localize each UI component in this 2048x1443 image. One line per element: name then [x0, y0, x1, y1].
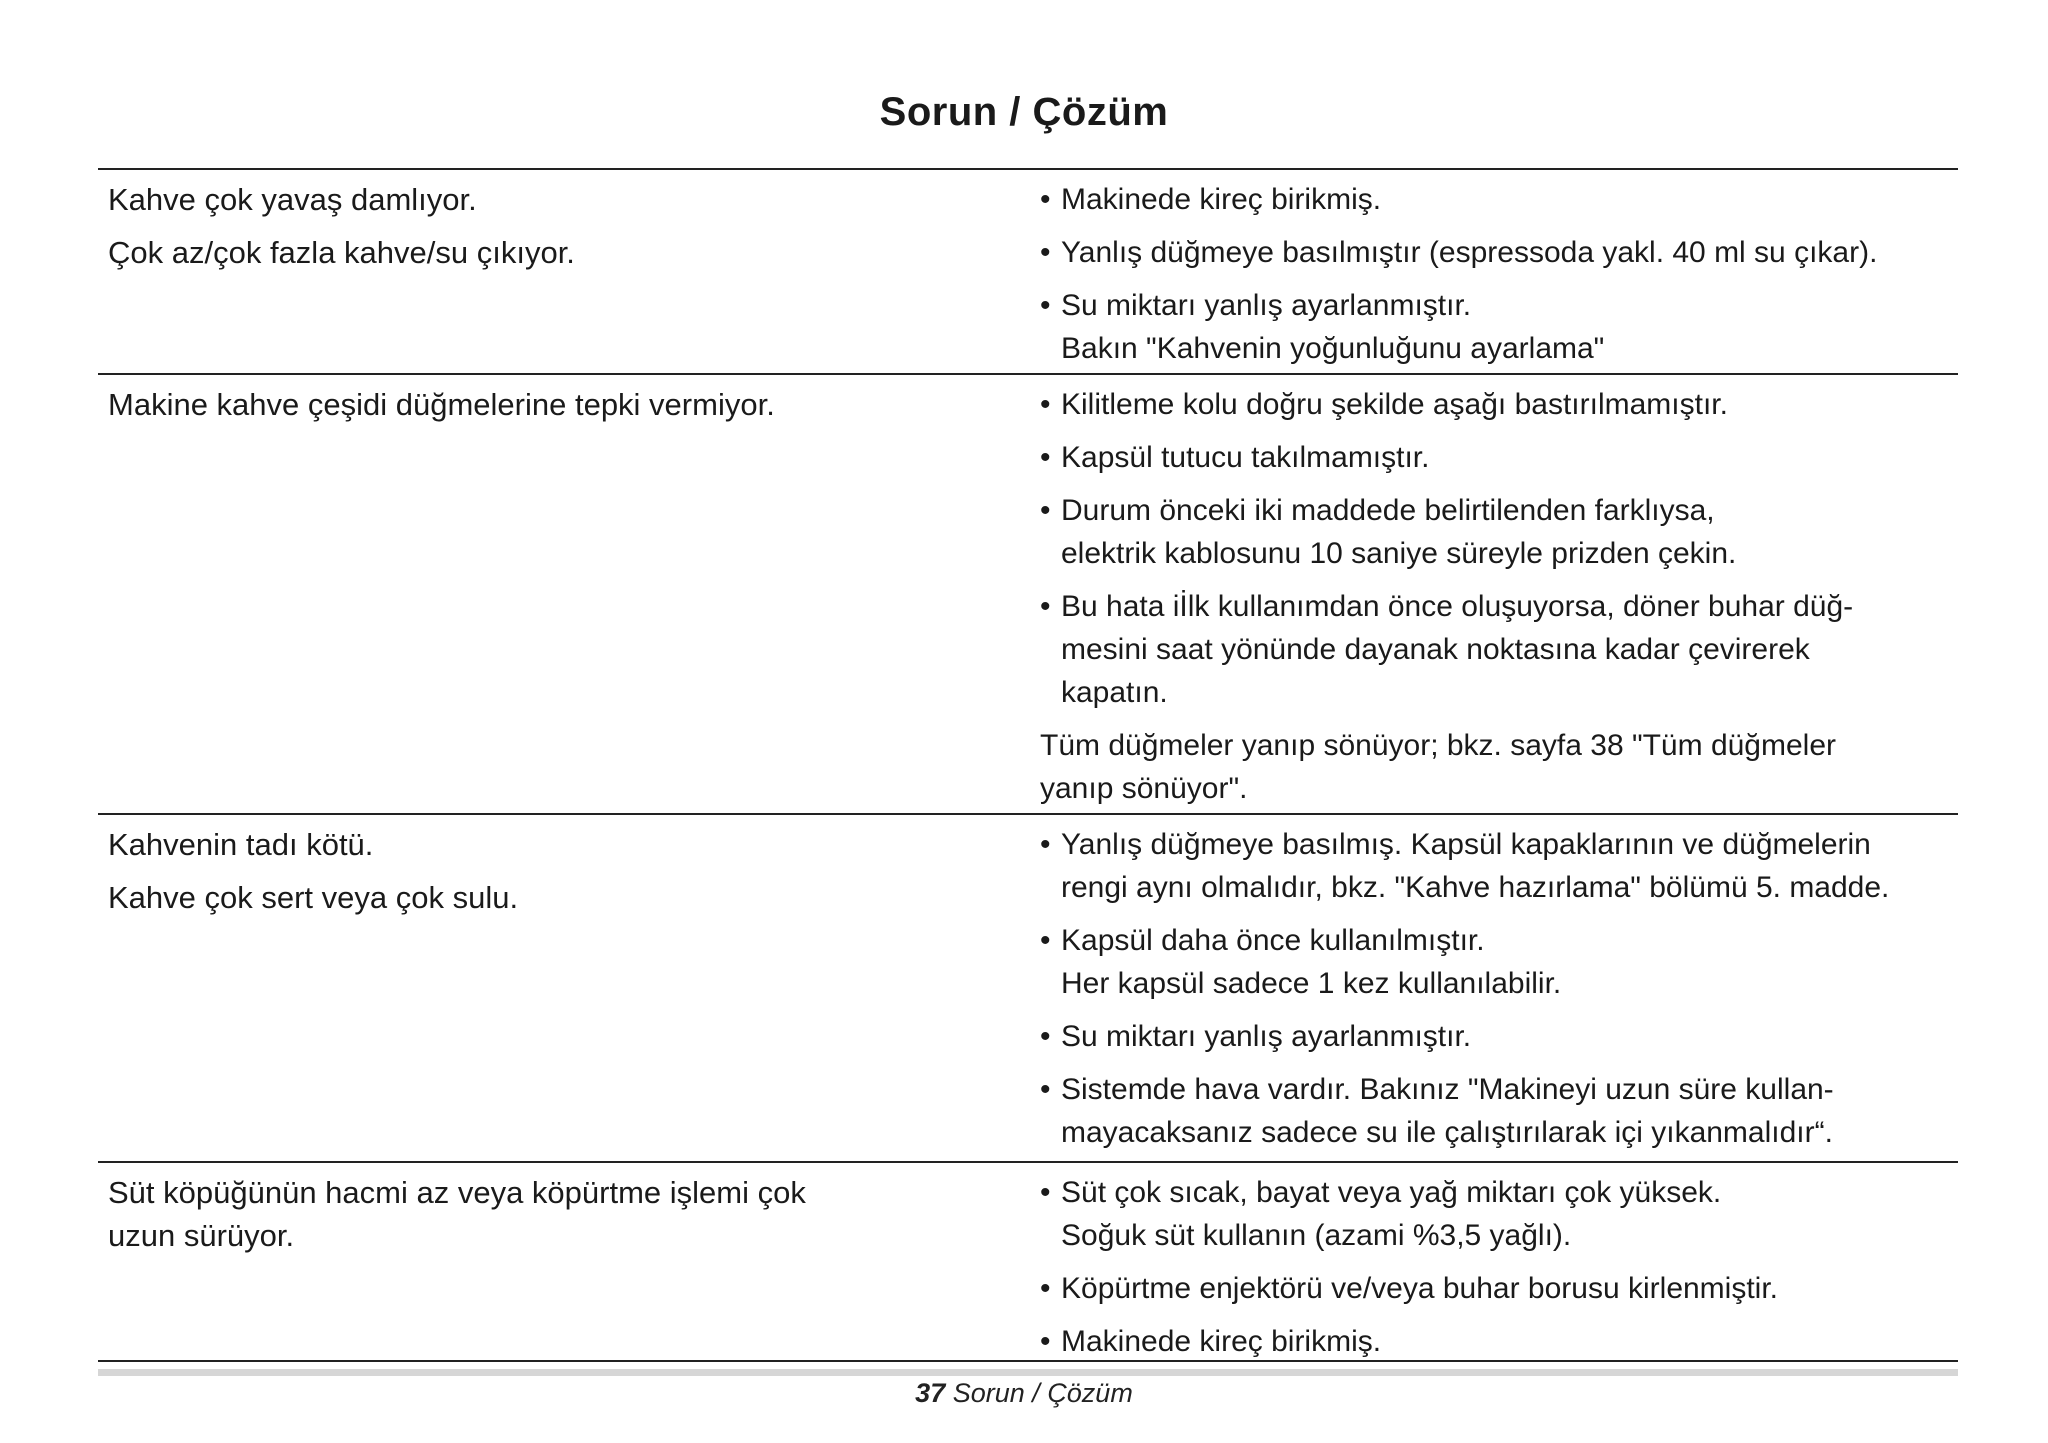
note-line: Tüm düğmeler yanıp sönüyor; bkz. sayfa 38 "Tüm düğmeler — [1040, 729, 1837, 762]
bullet-icon: • — [1040, 590, 1051, 623]
bullet-icon: • — [1040, 1073, 1051, 1106]
solution-line: Makinede kireç birikmiş. — [1061, 183, 1382, 216]
solution-line: elektrik kablosunu 10 saniye süreyle prizden çekin. — [1061, 537, 1737, 570]
solution-item — [1040, 1320, 1960, 1363]
solution-line: Kapsül daha önce kullanılmıştır. — [1061, 924, 1485, 957]
solution-item — [1040, 1068, 1960, 1154]
table-row — [98, 373, 1958, 805]
problem-text: Kahvenin tadı kötü. — [108, 827, 374, 862]
bullet-icon: • — [1040, 1325, 1051, 1358]
problem-text: Kahve çok yavaş damlıyor. — [108, 182, 477, 217]
solution-item — [1040, 585, 1960, 714]
problem-text: Süt köpüğünün hacmi az veya köpürtme işlemi çok uzun sürüyor. — [108, 1175, 806, 1253]
bullet-icon: • — [1040, 441, 1051, 474]
solution-line: Kapsül tutucu takılmamıştır. — [1061, 441, 1430, 474]
solution-cell — [1040, 1171, 1960, 1373]
footer-label: Sorun / Çözüm — [952, 1378, 1133, 1408]
problem-cell — [108, 383, 928, 436]
solution-cell — [1040, 178, 1960, 380]
solution-line: Durum önceki iki maddede belirtilenden farklıysa, — [1061, 494, 1715, 527]
solution-cell — [1040, 383, 1960, 810]
bullet-icon: • — [1040, 1020, 1051, 1053]
solution-line: Kilitleme kolu doğru şekilde aşağı bastırılmamıştır. — [1061, 388, 1728, 421]
problem-cell — [108, 1171, 868, 1267]
solution-item — [1040, 1267, 1960, 1310]
solution-item — [1040, 823, 1960, 909]
problem-cell — [108, 823, 928, 929]
table-bottom-divider — [98, 1360, 1958, 1362]
solution-line: Her kapsül sadece 1 kez kullanılabilir. — [1061, 967, 1562, 1000]
footer-band — [98, 1369, 1958, 1376]
bullet-icon: • — [1040, 289, 1051, 322]
problem-cell — [108, 178, 928, 284]
solution-item — [1040, 284, 1960, 370]
solution-line: rengi aynı olmalıdır, bkz. "Kahve hazırlama" bölümü 5. madde. — [1061, 871, 1890, 904]
solution-line: Makinede kireç birikmiş. — [1061, 1325, 1382, 1358]
solution-note — [1040, 724, 1960, 810]
bullet-icon: • — [1040, 1272, 1051, 1305]
solution-item — [1040, 178, 1960, 221]
table-row — [98, 813, 1958, 1149]
bullet-icon: • — [1040, 494, 1051, 527]
page-footer — [0, 1378, 2048, 1409]
solution-item — [1040, 383, 1960, 426]
solution-line: Yanlış düğmeye basılmış. Kapsül kapaklarının ve düğmelerin — [1061, 828, 1871, 861]
solution-cell — [1040, 823, 1960, 1164]
bullet-icon: • — [1040, 828, 1051, 861]
solution-line: Köpürtme enjektörü ve/veya buhar borusu kirlenmiştir. — [1061, 1272, 1779, 1305]
solution-item — [1040, 919, 1960, 1005]
problem-text: Makine kahve çeşidi düğmelerine tepki vermiyor. — [108, 387, 775, 422]
page-title: Sorun / Çözüm — [879, 90, 1169, 134]
solution-item — [1040, 231, 1960, 274]
note-line: yanıp sönüyor". — [1040, 772, 1248, 805]
bullet-icon: • — [1040, 183, 1051, 216]
solution-line: kapatın. — [1061, 676, 1168, 709]
solution-line: mayacaksanız sadece su ile çalıştırılarak içi yıkanmalıdır“. — [1061, 1116, 1833, 1149]
bullet-icon: • — [1040, 388, 1051, 421]
table-row — [98, 1161, 1958, 1358]
solution-line: mesini saat yönünde dayanak noktasına kadar çevirerek — [1061, 633, 1810, 666]
solution-line: Soğuk süt kullanın (azami %3,5 yağlı). — [1061, 1219, 1572, 1252]
problem-text: Kahve çok sert veya çok sulu. — [108, 880, 519, 915]
solution-line: Sistemde hava vardır. Bakınız "Makineyi uzun süre kullan- — [1061, 1073, 1834, 1106]
table-row — [98, 168, 1958, 365]
solution-line: Süt çok sıcak, bayat veya yağ miktarı çok yüksek. — [1061, 1176, 1722, 1209]
solution-item — [1040, 436, 1960, 479]
problem-text: Çok az/çok fazla kahve/su çıkıyor. — [108, 235, 575, 270]
solution-item — [1040, 1015, 1960, 1058]
solution-line: Su miktarı yanlış ayarlanmıştır. — [1061, 289, 1472, 322]
solution-line: Yanlış düğmeye basılmıştır (espressoda yakl. 40 ml su çıkar). — [1061, 236, 1878, 269]
solution-item — [1040, 1171, 1960, 1257]
bullet-icon: • — [1040, 924, 1051, 957]
solution-item — [1040, 489, 1960, 575]
solution-line: Bakın "Kahvenin yoğunluğunu ayarlama" — [1061, 332, 1605, 365]
page-number: 37 — [915, 1378, 946, 1408]
bullet-icon: • — [1040, 236, 1051, 269]
solution-line: Bu hata iİlk kullanımdan önce oluşuyorsa, döner buhar düğ- — [1061, 590, 1854, 623]
solution-line: Su miktarı yanlış ayarlanmıştır. — [1061, 1020, 1472, 1053]
bullet-icon: • — [1040, 1176, 1051, 1209]
